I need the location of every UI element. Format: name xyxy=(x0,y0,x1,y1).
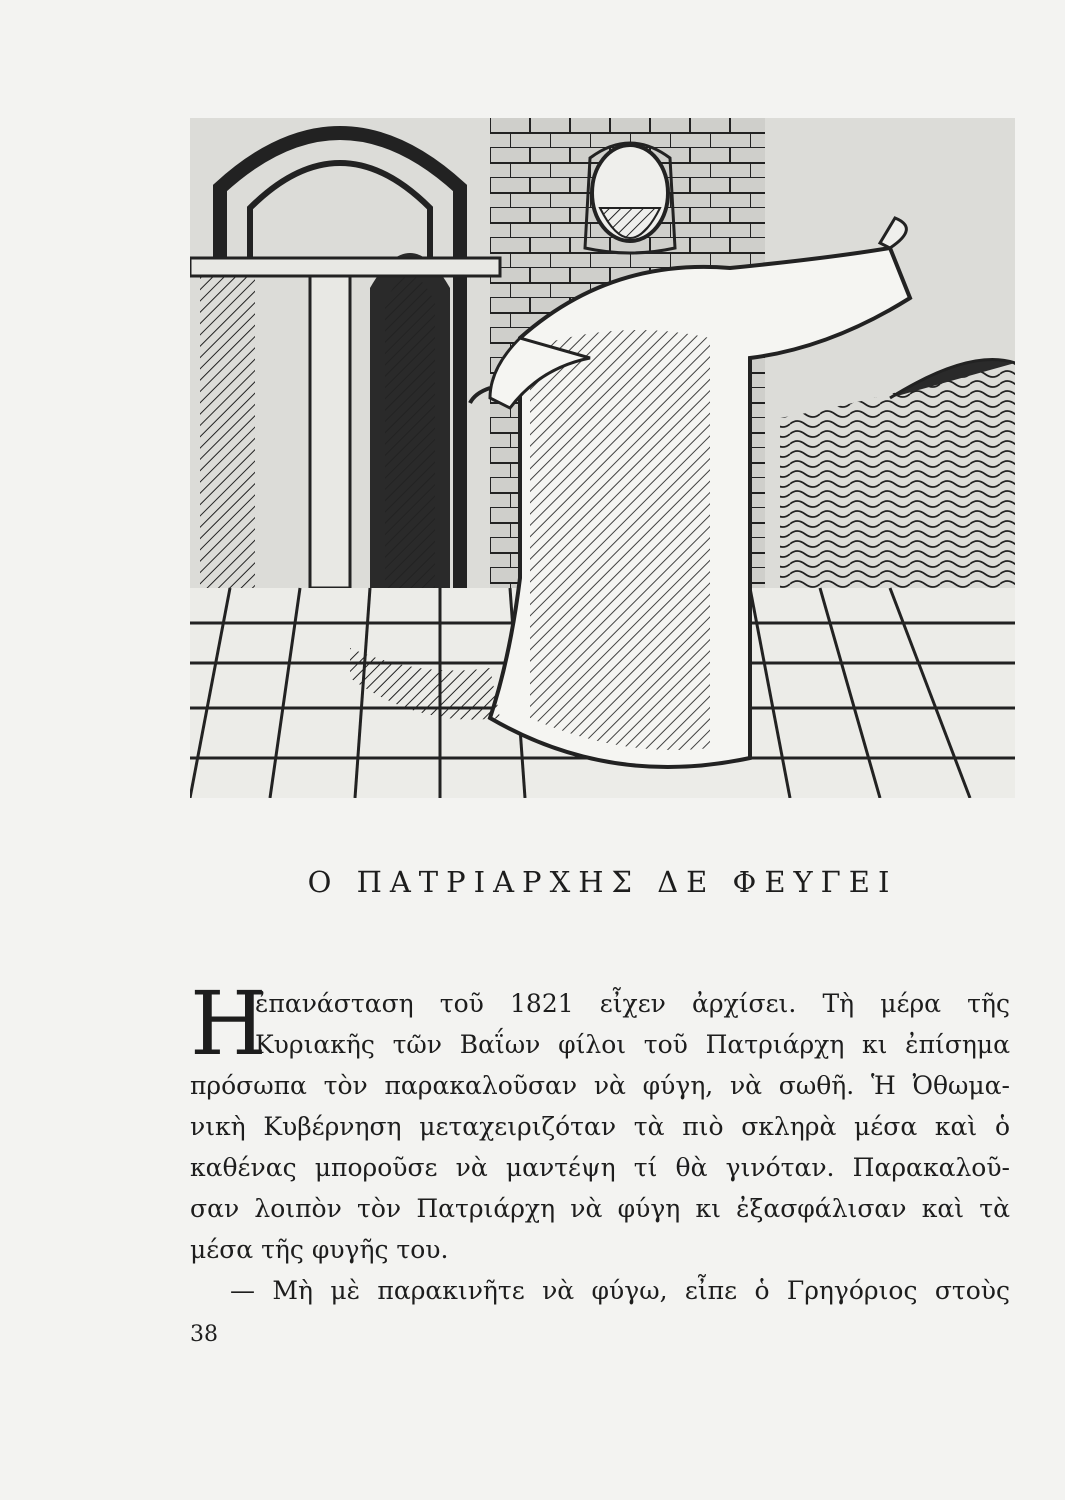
paragraph-line: νικὴ Κυβέρνηση μεταχειριζόταν τὰ πιὸ σκληρὰ μέσα καὶ ὁ xyxy=(190,1112,1010,1141)
paragraph-line: πρόσωπα τὸν παρακαλοῦσαν νὰ φύγη, νὰ σωθῆ. Ἡ Ὀθωμα- xyxy=(190,1071,1010,1100)
woodcut-illustration xyxy=(190,118,1015,798)
paragraph-line: σαν λοιπὸν τὸν Πατριάρχη νὰ φύγη κι ἐξασφάλισαν καὶ τὰ xyxy=(190,1194,1010,1223)
drop-cap: Η xyxy=(190,972,267,1075)
paragraph-line: μέσα τῆς φυγῆς του. xyxy=(190,1235,449,1264)
dialogue-line: — Μὴ μὲ παρακινῆτε νὰ φύγω, εἶπε ὁ Γρηγόριος στοὺς xyxy=(230,1276,1010,1305)
paragraph-line: καθένας μποροῦσε νὰ μαντέψη τί θὰ γινόταν. Παρακαλοῦ- xyxy=(190,1153,1010,1182)
paragraph-line: ἐπανάσταση τοῦ 1821 εἶχεν ἀρχίσει. Τὴ μέρα τῆς xyxy=(255,989,1010,1018)
paragraph-line: Κυριακῆς τῶν Βαΐων φίλοι τοῦ Πατριάρχη κι ἐπίσημα xyxy=(255,1030,1010,1059)
body-text xyxy=(190,972,1010,1311)
chapter-title: Ο ΠΑΤΡΙΑΡΧΗΣ ΔΕ ΦΕΥΓΕΙ xyxy=(307,865,898,899)
page-number: 38 xyxy=(190,1322,218,1347)
